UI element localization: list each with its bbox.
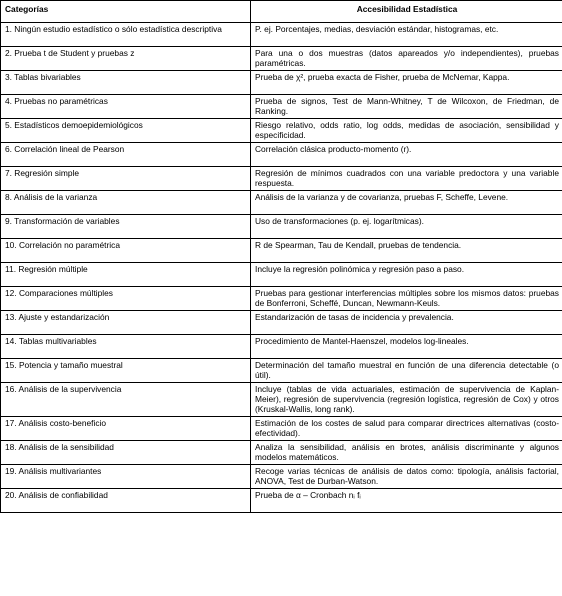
category-cell: 10. Correlación no paramétrica xyxy=(1,239,251,263)
description-cell: Correlación clásica producto-momento (r). xyxy=(251,143,562,167)
table-row xyxy=(1,465,562,489)
description-cell: P. ej. Porcentajes, medias, desviación estándar, histogramas, etc. xyxy=(251,23,562,47)
category-cell: 19. Análisis multivariantes xyxy=(1,465,251,489)
category-cell: 12. Comparaciones múltiples xyxy=(1,287,251,311)
category-cell: 17. Análisis costo-beneficio xyxy=(1,417,251,441)
description-cell: Estimación de los costes de salud para comparar directrices alternativas (costo-efectividad). xyxy=(251,417,562,441)
description-cell: Incluye la regresión polinómica y regresión paso a paso. xyxy=(251,263,562,287)
description-cell: Determinación del tamaño muestral en función de una diferencia detectable (o útil). xyxy=(251,359,562,383)
category-cell: 5. Estadísticos demoepidemiológicos xyxy=(1,119,251,143)
description-cell: Pruebas para gestionar interferencias múltiples sobre los mismos datos: pruebas de Bonferroni, Scheffé, Duncan, Newmann-Keuls. xyxy=(251,287,562,311)
category-cell: 4. Pruebas no paramétricas xyxy=(1,95,251,119)
header-categorias: Categorías xyxy=(1,1,251,23)
table-row xyxy=(1,23,562,47)
category-cell: 7. Regresión simple xyxy=(1,167,251,191)
description-cell: Incluye (tablas de vida actuariales, estimación de supervivencia de Kaplan-Meier), regresión de supervivencia (regresión logística, regresión de Cox) y otros (Kruskal-Wallis, long rank). xyxy=(251,383,562,417)
table-row xyxy=(1,47,562,71)
table-row xyxy=(1,71,562,95)
category-cell: 13. Ajuste y estandarización xyxy=(1,311,251,335)
category-cell: 9. Transformación de variables xyxy=(1,215,251,239)
table-row xyxy=(1,417,562,441)
table-row xyxy=(1,383,562,417)
table-body xyxy=(1,23,562,513)
description-cell: Para una o dos muestras (datos apareados y/o independientes), pruebas paramétricas. xyxy=(251,47,562,71)
category-cell: 14. Tablas multivariables xyxy=(1,335,251,359)
table-row xyxy=(1,489,562,513)
table-row xyxy=(1,191,562,215)
description-cell: R de Spearman, Tau de Kendall, pruebas de tendencia. xyxy=(251,239,562,263)
category-cell: 6. Correlación lineal de Pearson xyxy=(1,143,251,167)
table-row xyxy=(1,143,562,167)
category-cell: 18. Análisis de la sensibilidad xyxy=(1,441,251,465)
category-cell: 11. Regresión múltiple xyxy=(1,263,251,287)
table-row xyxy=(1,167,562,191)
table-row xyxy=(1,95,562,119)
category-cell: 20. Análisis de confiabilidad xyxy=(1,489,251,513)
description-cell: Prueba de α – Cronbach nᵢ fᵢ xyxy=(251,489,562,513)
category-cell: 3. Tablas bivariables xyxy=(1,71,251,95)
category-cell: 8. Análisis de la varianza xyxy=(1,191,251,215)
table-row xyxy=(1,311,562,335)
table-row xyxy=(1,215,562,239)
description-cell: Uso de transformaciones (p. ej. logarítmicas). xyxy=(251,215,562,239)
table-row xyxy=(1,335,562,359)
description-cell: Recoge varias técnicas de análisis de datos como: tipología, análisis factorial, ANOVA, Test de Durban-Watson. xyxy=(251,465,562,489)
table-header-row xyxy=(1,1,562,23)
category-cell: 1. Ningún estudio estadístico o sólo estadística descriptiva xyxy=(1,23,251,47)
description-cell: Estandarización de tasas de incidencia y prevalencia. xyxy=(251,311,562,335)
description-cell: Analiza la sensibilidad, análisis en brotes, análisis discriminante y algunos modelos matemáticos. xyxy=(251,441,562,465)
table-row xyxy=(1,119,562,143)
category-cell: 16. Análisis de la supervivencia xyxy=(1,383,251,417)
header-accesibilidad: Accesibilidad Estadística xyxy=(251,1,562,23)
table-row xyxy=(1,441,562,465)
category-cell: 15. Potencia y tamaño muestral xyxy=(1,359,251,383)
description-cell: Prueba de χ², prueba exacta de Fisher, prueba de McNemar, Kappa. xyxy=(251,71,562,95)
description-cell: Procedimiento de Mantel-Haenszel, modelos log-lineales. xyxy=(251,335,562,359)
table-row xyxy=(1,359,562,383)
table-row xyxy=(1,239,562,263)
table-row xyxy=(1,263,562,287)
description-cell: Regresión de mínimos cuadrados con una variable predoctora y una variable respuesta. xyxy=(251,167,562,191)
description-cell: Análisis de la varianza y de covarianza, pruebas F, Scheffe, Levene. xyxy=(251,191,562,215)
description-cell: Prueba de signos, Test de Mann-Whitney, T de Wilcoxon, de Friedman, de Ranking. xyxy=(251,95,562,119)
category-cell: 2. Prueba t de Student y pruebas z xyxy=(1,47,251,71)
description-cell: Riesgo relativo, odds ratio, log odds, medidas de asociación, sensibilidad y especificidad. xyxy=(251,119,562,143)
table-row xyxy=(1,287,562,311)
